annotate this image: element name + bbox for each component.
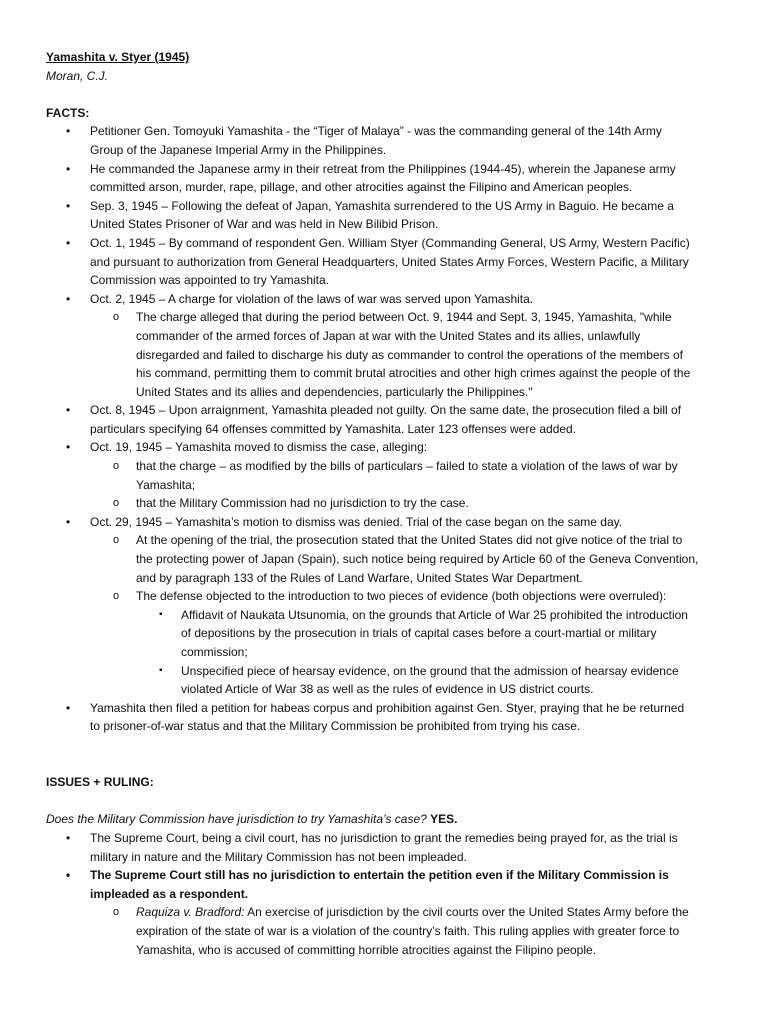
circle-marker: o xyxy=(113,497,120,510)
case-author: Moran, C.J. xyxy=(46,68,109,83)
fact-item: • Oct. 19, 1945 – Yamashita moved to dismiss the case, alleging: xyxy=(46,438,732,457)
raquiza-case: Raquiza v. Bradford: xyxy=(136,905,245,920)
fact-subitem: o The charge alleged that during the period between Oct. 9, 1944 and Sept. 3, 1945, Yamashita, "while commander of the armed forces of Japan at war with the United States and its allies, unlawfully disregarded and failed to discharge his duty as commander to control the operations of the members of his command, permitting them to commit brutal atrocities and other high crimes against the people of the United States and its allies and dependencies, particularly the Philippines." xyxy=(113,310,691,399)
fact-subitem: o At the opening of the trial, the prosecution stated that the United States did not give notice of the trial to the protecting power of Japan (Spain), such notice being required by Article 60 of the Geneva Convention, and by paragraph 133 of the Rules of Land Warfare, United States War Department. xyxy=(113,533,699,585)
circle-marker: o xyxy=(113,460,120,473)
case-title: Yamashita v. Styer (1945) xyxy=(46,50,190,64)
ruling-subitem: o Raquiza v. Bradford: An exercise of jurisdiction by the civil courts over the United States Army before the expiration of the state of war is a violation of the country’s faith. This ruling applies with greater force to Yamashita, who is accused of committing horrible atrocities against the Filipino people. xyxy=(113,905,689,957)
ruling-item: • The Supreme Court, being a civil court, has no jurisdiction to grant the remedies being prayed for, as the trial is military in nature and the Military Commission has not been impleaded. xyxy=(66,830,678,864)
facts-heading: FACTS: xyxy=(46,105,90,120)
spacer xyxy=(46,792,732,811)
fact-subitem: o The defense objected to the introduction to two pieces of evidence (both objections were overruled): xyxy=(46,587,732,606)
circle-marker: o xyxy=(113,534,120,547)
spacer xyxy=(46,736,732,773)
fact-subitem: o that the charge – as modified by the bills of particulars – failed to state a violation of the laws of war by Yamashita; xyxy=(113,459,678,492)
document-page xyxy=(46,48,732,959)
fact-item: • Petitioner Gen. Tomoyuki Yamashita - the “Tiger of Malaya” - was the commanding general of the 14th Army Group of the Japanese Imperial Army in the Philippines. xyxy=(66,124,662,157)
answer-text: YES. xyxy=(430,812,458,827)
bullet-marker: • xyxy=(66,700,71,715)
issues-heading: ISSUES + RULING: xyxy=(46,775,154,790)
bullet-marker: • xyxy=(66,440,71,455)
fact-item: • Oct. 8, 1945 – Upon arraignment, Yamashita pleaded not guilty. On the same date, the prosecution filed a bill of particulars specifying 64 offenses committed by Yamashita. Later 123 offenses were added. xyxy=(66,403,682,436)
fact-subsubitem: ▪ Affidavit of Naukata Utsunomia, on the grounds that Article of War 25 prohibited the introduction of depositions by the prosecution in trials of capital cases before a court-martial or military commission; xyxy=(159,607,688,659)
ruling-item: • The Supreme Court still has no jurisdiction to entertain the petition even if the Military Commission is impleaded as a respondent. xyxy=(66,868,669,901)
square-marker: ▪ xyxy=(159,608,163,620)
bullet-marker: • xyxy=(66,124,71,139)
bullet-marker: • xyxy=(66,198,71,213)
bullet-marker: • xyxy=(66,161,71,176)
bullet-marker: • xyxy=(66,291,71,306)
issue-question xyxy=(46,810,732,829)
bullet-marker: • xyxy=(66,403,71,418)
bullet-marker: • xyxy=(66,830,71,845)
fact-item: • He commanded the Japanese army in their retreat from the Philippines (1944-45), wherein the Japanese army committed arson, murder, rape, pillage, and other atrocities against the Filipino and American peoples. xyxy=(66,161,676,195)
square-marker: ▪ xyxy=(159,664,163,676)
fact-subitem: o that the Military Commission had no jurisdiction to try the case. xyxy=(46,494,732,513)
bullet-marker: • xyxy=(66,868,71,883)
spacer xyxy=(46,85,732,104)
fact-item: • Oct. 1, 1945 – By command of respondent Gen. William Styer (Commanding General, US Army, Western Pacific) and pursuant to authorization from General Headquarters, United States Army Forces, Western Pacific, a Military Commission was appointed to try Yamashita. xyxy=(66,235,690,288)
fact-item: • Sep. 3, 1945 – Following the defeat of Japan, Yamashita surrendered to the US Army in Baguio. He became a United States Prisoner of War and was held in New Bilibid Prison. xyxy=(66,198,674,232)
circle-marker: o xyxy=(113,311,120,324)
bullet-marker: • xyxy=(66,235,71,250)
circle-marker: o xyxy=(113,590,120,603)
circle-marker: o xyxy=(113,906,120,919)
fact-item: • Yamashita then filed a petition for habeas corpus and prohibition against Gen. Styer, praying that he be returned to prisoner-of-war status and that the Military Commission be prohibited from trying his case. xyxy=(66,700,685,734)
question-text: Does the Military Commission have jurisdiction to try Yamashita’s case? xyxy=(46,812,427,827)
bullet-marker: • xyxy=(66,514,71,529)
fact-item: • Oct. 29, 1945 – Yamashita’s motion to dismiss was denied. Trial of the case began on the same day. xyxy=(46,513,732,532)
fact-subsubitem: ▪ Unspecified piece of hearsay evidence, on the ground that the admission of hearsay evidence violated Article of War 38 as well as the rules of evidence in US district courts. xyxy=(159,663,679,697)
fact-item: • Oct. 2, 1945 – A charge for violation of the laws of war was served upon Yamashita. xyxy=(46,290,732,309)
